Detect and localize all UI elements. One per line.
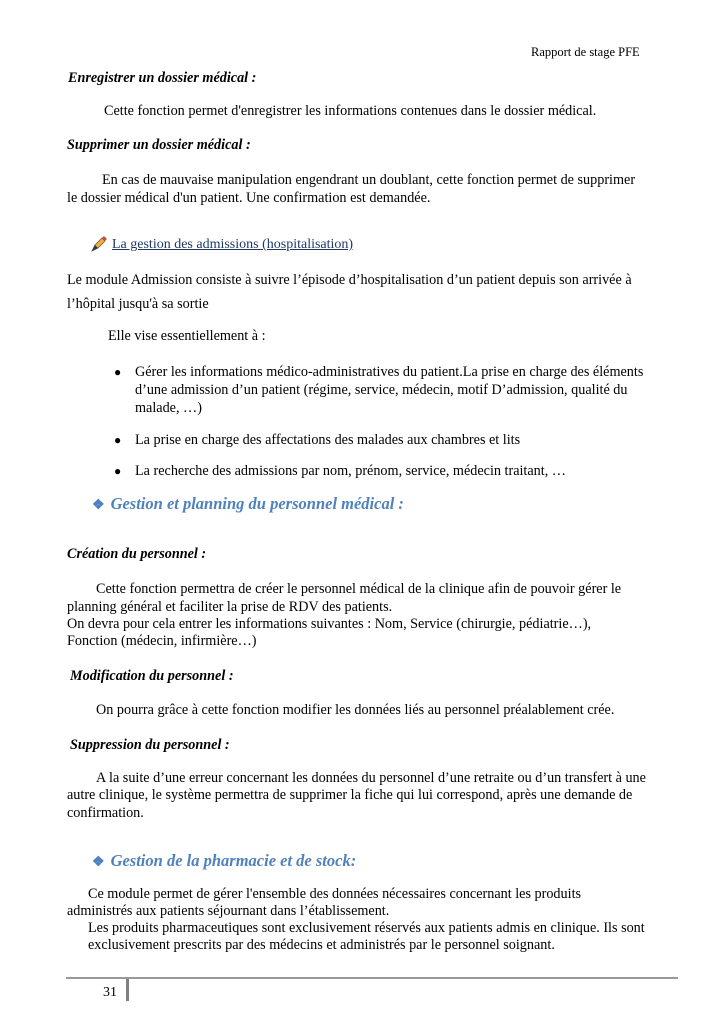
text-admissions-intro: Elle vise essentiellement à :: [108, 328, 266, 344]
section-title-personnel-text: Gestion et planning du personnel médical :: [110, 494, 404, 513]
bullet-1-line1: Gérer les informations médico-administratives du patient.La prise en charge des éléments: [135, 364, 644, 380]
bullet-1-line3: malade, …): [135, 400, 202, 416]
heading-suppression: Suppression du personnel :: [70, 737, 230, 753]
diamond-icon: ❖: [92, 498, 105, 513]
text-pharmacie-line4: exclusivement prescrits par des médecins et administrés par le personnel soignant.: [88, 937, 555, 953]
heading-supprimer: Supprimer un dossier médical :: [67, 137, 251, 153]
text-admissions-line2: l’hôpital jusqu'à sa sortie: [67, 296, 209, 312]
footer-bar: [126, 979, 129, 1001]
text-pharmacie-line1: Ce module permet de gérer l'ensemble des données nécessaires concernant les produits: [88, 886, 582, 902]
page-number: 31: [103, 985, 117, 1000]
section-title-pharmacie-text: Gestion de la pharmacie et de stock:: [110, 851, 357, 870]
bullet-dot-icon: ●: [114, 433, 122, 447]
text-admissions-line1: Le module Admission consiste à suivre l’épisode d’hospitalisation d’un patient depuis son arrivée à: [67, 272, 632, 288]
text-creation-line2: planning général et faciliter la prise de RDV des patients.: [67, 599, 393, 615]
heading-enregistrer: Enregistrer un dossier médical :: [68, 70, 257, 86]
text-creation-line3: On devra pour cela entrer les informations suivantes : Nom, Service (chirurgie, pédiatrie…),: [67, 616, 592, 632]
text-creation-line4: Fonction (médecin, infirmière…): [67, 633, 257, 649]
heading-creation: Création du personnel :: [67, 546, 207, 562]
footer-divider: [66, 977, 678, 979]
text-creation-line1: Cette fonction permettra de créer le personnel médical de la clinique afin de pouvoir gérer le: [96, 581, 622, 597]
section-title-pharmacie: [92, 852, 356, 871]
text-suppression-line2: autre clinique, le système permettra de supprimer la fiche qui lui correspond, après une demande de: [67, 787, 633, 803]
bullet-3-line1: La recherche des admissions par nom, prénom, service, médecin traitant, …: [135, 463, 566, 479]
section-title-personnel: [92, 495, 404, 514]
text-pharmacie-line2: administrés aux patients séjournant dans l’établissement.: [67, 903, 390, 919]
diamond-icon: ❖: [92, 855, 105, 870]
bullet-dot-icon: ●: [114, 365, 122, 379]
text-suppression-line3: confirmation.: [67, 805, 144, 821]
text-enregistrer: Cette fonction permet d'enregistrer les informations contenues dans le dossier médical.: [104, 103, 597, 119]
heading-admissions: La gestion des admissions (hospitalisation): [112, 237, 354, 252]
header-title: Rapport de stage PFE: [531, 45, 640, 59]
bullet-1-line2: d’une admission d’un patient (régime, service, médecin, motif D’admission, qualité du: [135, 382, 628, 398]
text-supprimer-line2: le dossier médical d'un patient. Une confirmation est demandée.: [67, 190, 431, 206]
bullet-2-line1: La prise en charge des affectations des malades aux chambres et lits: [135, 432, 521, 448]
bullet-dot-icon: ●: [114, 464, 122, 478]
heading-modification: Modification du personnel :: [70, 668, 234, 684]
text-supprimer-line1: En cas de mauvaise manipulation engendrant un doublant, cette fonction permet de supprimer: [102, 172, 636, 188]
text-pharmacie-line3: Les produits pharmaceutiques sont exclusivement réservés aux patients admis en clinique. Ils sont: [88, 920, 645, 936]
pen-icon: [90, 235, 108, 253]
text-modification: On pourra grâce à cette fonction modifier les données liés au personnel préalablement crée.: [96, 702, 615, 718]
text-suppression-line1: A la suite d’une erreur concernant les données du personnel d’une retraite ou d’un transfert à une: [96, 770, 646, 786]
